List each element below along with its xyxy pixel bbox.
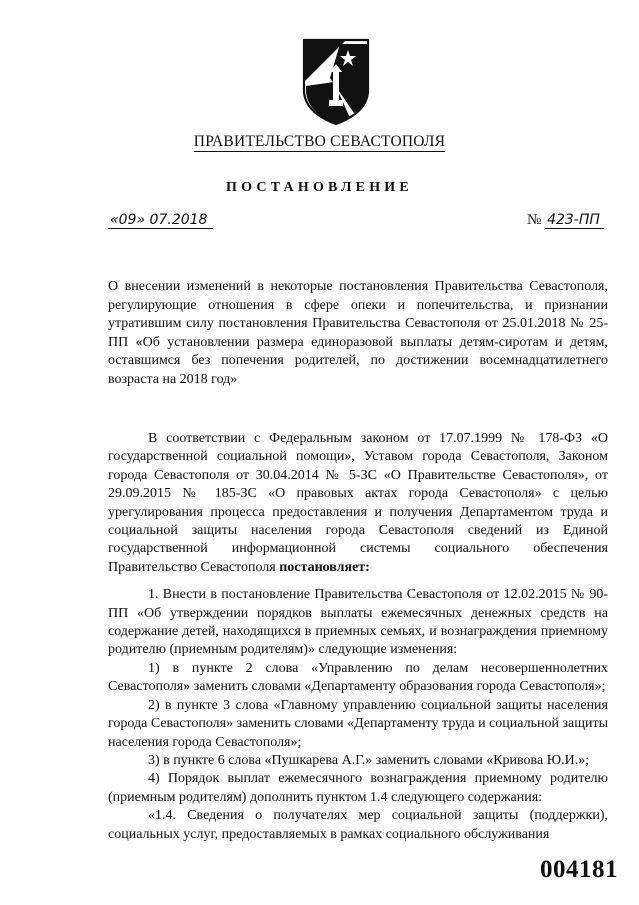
document-body: [108, 430, 608, 844]
date-handwritten: «09» 07.2018: [108, 212, 213, 229]
paragraph-1: 1. Внести в постановление Правительства Севастополя от 12.02.2015 № 90-ПП «Об утверждении порядков выплаты ежемесячных денежных средств на содержание детей, находящихся в приемных семьях, и вознаграждения приемному родителю (приемным родителям)» следующие изменения:: [108, 587, 608, 658]
sevastopol-coat-of-arms-icon: [300, 38, 372, 126]
document-date: [108, 212, 213, 229]
decree-keyword: постановляет:: [279, 559, 370, 575]
number-sign: №: [527, 212, 542, 228]
serial-number: 004181: [540, 856, 618, 883]
preamble-paragraph: В соответствии с Федеральным законом от 17.07.1999 № 178-ФЗ «О государственной социальной помощи», Уставом города Севастополя, Законом города Севастополя от 30.04.2014 № 5-ЗС «О Правительстве Севастополя», от 29.09.2015 № 185-ЗС «О правовых актах города Севастополя» с целью урегулирования процесса предоставления и получения Департаментом труда и социальной защиты населения города Севастополя сведений из Единой государственной информационной системы социального обеспечения Правительство Севастополя постановляет:: [108, 431, 608, 575]
organization-title: ПРАВИТЕЛЬСТВО СЕВАСТОПОЛЯ: [193, 133, 446, 150]
document-subject: О внесении изменений в некоторые постановления Правительства Севастополя, регулирующие отношения в сфере опеки и попечительства, и признании утратившим силу постановления Правительства Севастополя от 25.01.2018 № 25-ПП «Об установлении размера единоразовой выплаты детям-сиротам и детям, оставшимся без попечения родителей, по достижении восемнадцатилетнего возраста на 2018 год»: [108, 279, 608, 387]
document-number: [527, 212, 604, 229]
paragraph-1-item-3: 3) в пункте 6 слова «Пушкарева А.Г.» заменить словами «Кривова Ю.И.»;: [148, 752, 590, 768]
paragraph-1-item-4: 4) Порядок выплат ежемесячного вознаграждения приемному родителю (приемным родителям) дополнить пунктом 1.4 следующего содержания:: [108, 771, 608, 805]
document-type-title: ПОСТАНОВЛЕНИЕ: [226, 180, 413, 195]
paragraph-1-item-2: 2) в пункте 3 слова «Главному управлению социальной защиты населения города Севастополя» заменить словами «Департаменту труда и социальной защиты населения города Севастополя»;: [108, 697, 609, 750]
paragraph-1-item-1: 1) в пункте 2 слова «Управлению по делам несовершеннолетних Севастополя» заменить словами «Департаменту образования города Севастополя»;: [108, 660, 608, 695]
paragraph-1-item-4-text: «1.4. Сведения о получателях мер социальной защиты (поддержки), социальных услуг, предоставляемых в рамках социального обслуживания: [108, 808, 608, 842]
number-handwritten: 423-ПП: [545, 212, 604, 229]
